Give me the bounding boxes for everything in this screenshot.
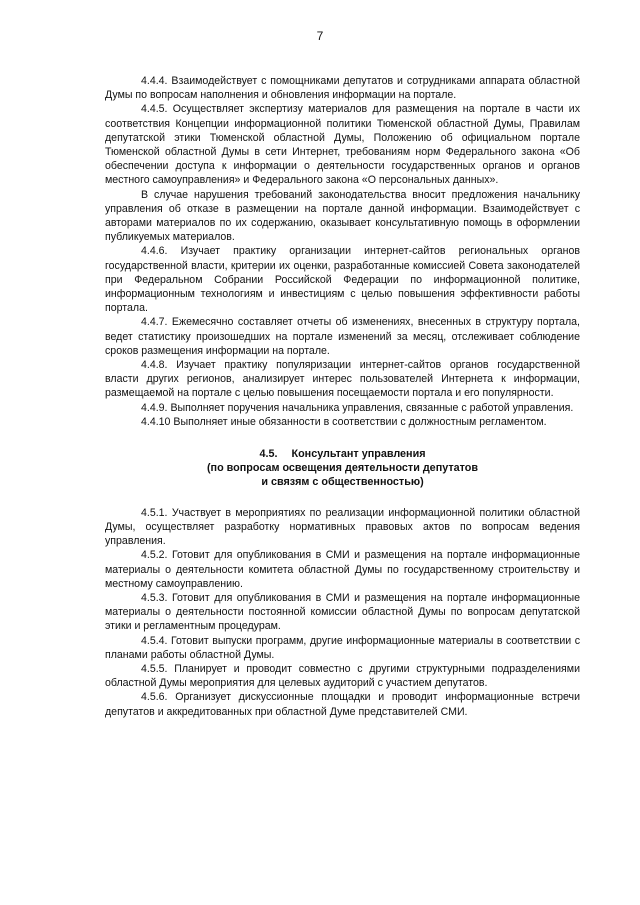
paragraph-4-5-5: 4.5.5. Планирует и проводит совместно с другими структурными подразделениями областной Думы мероприятия для целевых аудиторий с участием депутатов. <box>105 662 580 690</box>
paragraph-4-4-10: 4.4.10 Выполняет иные обязанности в соответствии с должностным регламентом. <box>141 415 547 428</box>
document-body <box>105 74 580 719</box>
section-title-line <box>105 447 580 461</box>
paragraph-4-4-5-violation: В случае нарушения требований законодательства вносит предложения начальнику управления об отказе в размещении на портале данной информации. Взаимодействует с авторами материалов по их содержанию, оказывает консультативную помощь в оформлении публикуемых материалов. <box>105 188 580 244</box>
section-number: 4.5. <box>259 448 278 461</box>
paragraph-4-4-5: 4.4.5. Осуществляет экспертизу материалов для размещения на портале в части их соответствия Концепции информационной политики Тюменской областной Думы, Правилам депутатской этики Тюменской областной Думы, Положению об официальном портале Тюменской областной Думы в сети Интернет, требованиям норм Федерального закона «Об обеспечении доступа к информации о деятельности государственных органов и органов местного самоуправления» и Федерального закона «О персональных данных». <box>105 103 580 187</box>
section-heading-4-5 <box>105 447 580 490</box>
section-title: Консультант управления <box>291 448 426 461</box>
paragraph-4-4-9: 4.4.9. Выполняет поручения начальника управления, связанные с работой управления. <box>141 401 574 414</box>
paragraph-4-5-3: 4.5.3. Готовит для опубликования в СМИ и размещения на портале информационные материалы о деятельности постоянной комиссии областной Думы по вопросам депутатской этики и регламентным процедурам. <box>105 591 580 633</box>
paragraph-4-5-4: 4.5.4. Готовит выпуски программ, другие информационные материалы в соответствии с планами работы областной Думы. <box>105 634 580 661</box>
page-number: 7 <box>316 29 324 43</box>
paragraph-4-4-8: 4.4.8. Изучает практику популяризации интернет-сайтов органов государственной власти других регионов, анализирует интерес пользователей Интернета к информации, размещаемой на портале с целью повышения посещаемости портала и его популярности. <box>105 359 580 400</box>
paragraph-4-4-4: 4.4.4. Взаимодействует с помощниками депутатов и сотрудниками аппарата областной Думы по вопросам наполнения и обновления информации на портале. <box>105 75 580 102</box>
paragraph-4-5-2: 4.5.2. Готовит для опубликования в СМИ и размещения на портале информационные материалы о деятельности комитета областной Думы по государственному строительству и местному самоуправлению. <box>105 549 580 590</box>
paragraph-4-4-7: 4.4.7. Ежемесячно составляет отчеты об изменениях, внесенных в структуру портала, ведет статистику произошедших на портале изменений за месяц, отслеживает соблюдение сроков размещения информации на портале. <box>105 316 580 357</box>
paragraph-4-5-1: 4.5.1. Участвует в мероприятиях по реализации информационной политики областной Думы, осуществляет разработку нормативных правовых актов по вопросам ведения управления. <box>105 506 580 548</box>
section-subtitle-line-2: и связям с общественностью) <box>261 476 424 489</box>
paragraph-4-5-6: 4.5.6. Организует дискуссионные площадки и проводит информационные встречи депутатов и аккредитованных при областной Думе представителей СМИ. <box>105 691 580 718</box>
section-subtitle-line-1: (по вопросам освещения деятельности депутатов <box>206 462 479 475</box>
paragraph-4-4-6: 4.4.6. Изучает практику организации интернет-сайтов региональных органов государственной власти, критерии их оценки, разработанные комиссией Совета законодателей при Федеральном Собрании Российской Федерации по информационной политике, информационным технологиям и инвестициям с целью повышения эффективности работы портала. <box>105 245 580 315</box>
